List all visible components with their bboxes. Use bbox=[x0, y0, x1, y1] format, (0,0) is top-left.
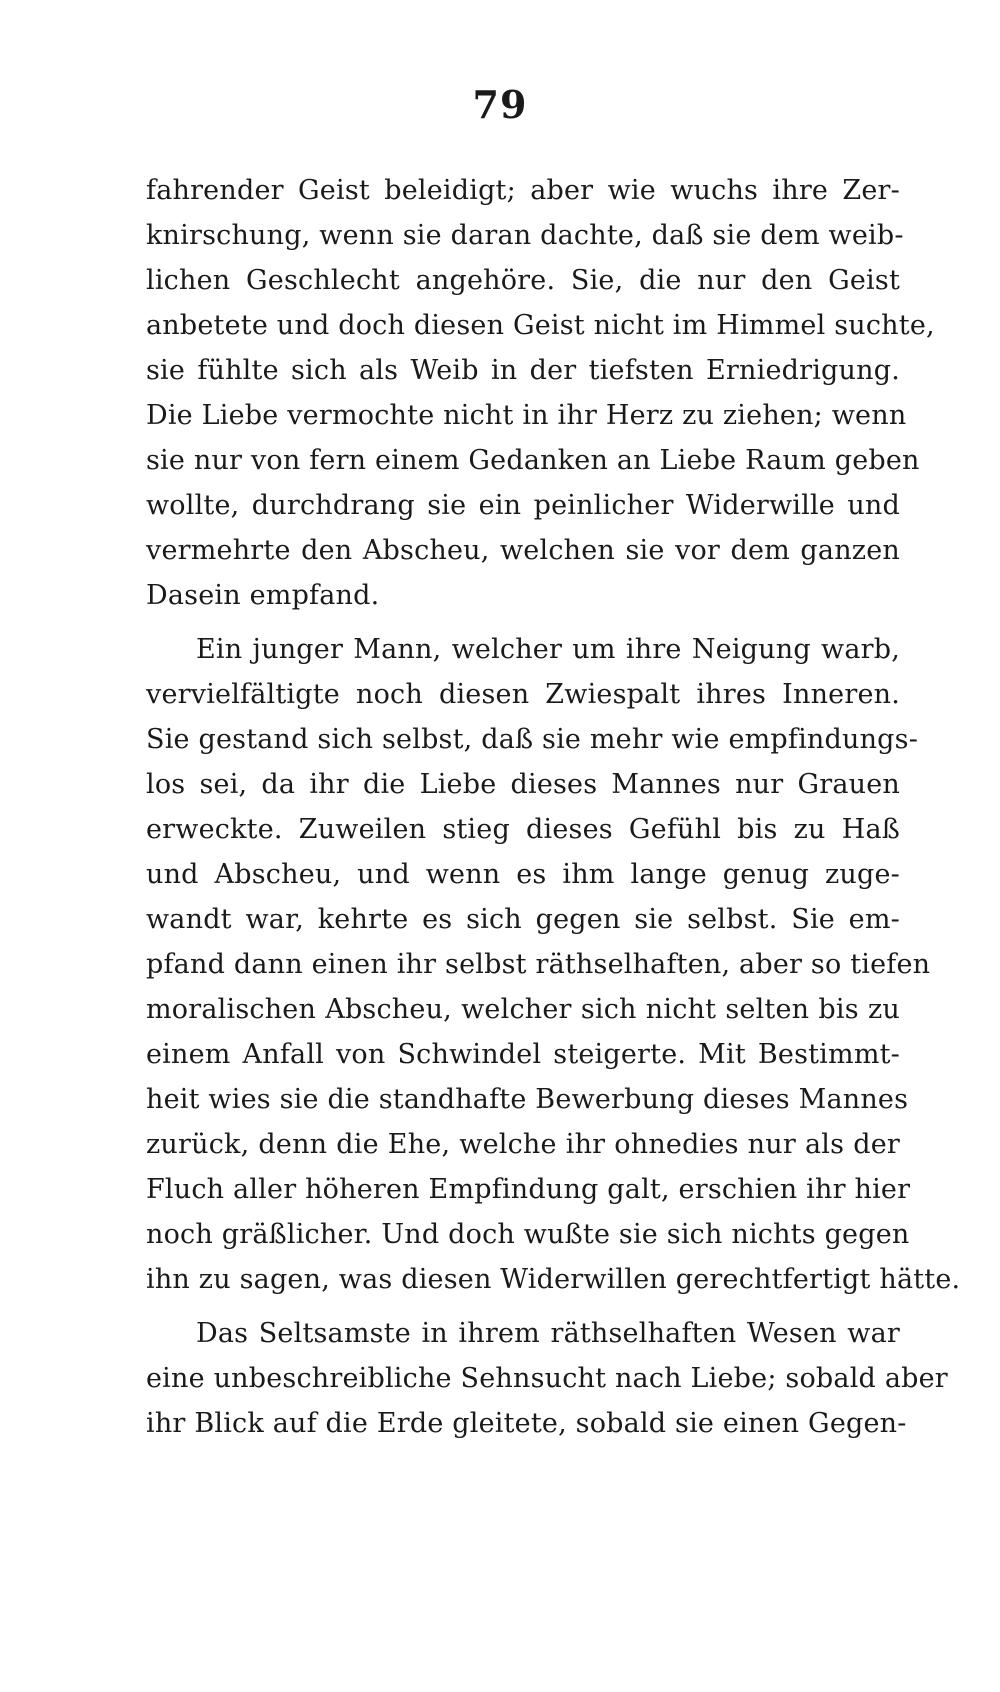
text-line: fahrender Geist beleidigt; aber wie wuchs ihre Zer- bbox=[146, 175, 900, 206]
text-line: Ein junger Mann, welcher um ihre Neigung warb, bbox=[196, 634, 900, 665]
text-line: lichen Geschlecht angehöre. Sie, die nur den Geist bbox=[146, 265, 900, 296]
text-line: los sei, da ihr die Liebe dieses Mannes nur Grauen bbox=[146, 769, 900, 800]
paragraph-gap bbox=[146, 618, 900, 627]
text-line: Sie gestand sich selbst, daß sie mehr wie empfindungs- bbox=[146, 724, 919, 755]
text-line: Fluch aller höheren Empfindung galt, erschien ihr hier bbox=[146, 1174, 911, 1205]
text-line: vervielfältigte noch diesen Zwiespalt ihres Inneren. bbox=[146, 679, 900, 710]
page-number: 79 bbox=[472, 82, 528, 127]
paragraph bbox=[146, 168, 935, 618]
body-text bbox=[146, 168, 961, 1446]
text-line: einem Anfall von Schwindel steigerte. Mit Bestimmt- bbox=[146, 1039, 900, 1070]
text-line: heit wies sie die standhafte Bewerbung dieses Mannes bbox=[146, 1084, 909, 1115]
text-line: moralischen Abscheu, welcher sich nicht selten bis zu bbox=[146, 994, 900, 1025]
text-line: anbetete und doch diesen Geist nicht im Himmel suchte, bbox=[146, 310, 935, 341]
text-line: wollte, durchdrang sie ein peinlicher Widerwille und bbox=[146, 490, 900, 521]
paragraph-gap bbox=[146, 1302, 900, 1311]
text-line: wandt war, kehrte es sich gegen sie selbst. Sie em- bbox=[146, 904, 900, 935]
paragraph bbox=[146, 627, 961, 1302]
text-line: ihn zu sagen, was diesen Widerwillen gerechtfertigt hätte. bbox=[146, 1264, 961, 1295]
text-line: knirschung, wenn sie daran dachte, daß sie dem weib- bbox=[146, 220, 904, 251]
text-line: eine unbeschreibliche Sehnsucht nach Liebe; sobald aber bbox=[146, 1363, 948, 1394]
text-line: Dasein empfand. bbox=[146, 580, 380, 611]
text-line: pfand dann einen ihr selbst räthselhaften, aber so tiefen bbox=[146, 949, 931, 980]
text-line: erweckte. Zuweilen stieg dieses Gefühl bis zu Haß bbox=[146, 814, 900, 845]
text-line: ihr Blick auf die Erde gleitete, sobald sie einen Gegen- bbox=[146, 1408, 907, 1439]
text-line: noch gräßlicher. Und doch wußte sie sich nichts gegen bbox=[146, 1219, 910, 1250]
text-line: Das Seltsamste in ihrem räthselhaften Wesen war bbox=[196, 1318, 900, 1349]
text-line: sie fühlte sich als Weib in der tiefsten Erniedrigung. bbox=[146, 355, 900, 386]
text-line: Die Liebe vermochte nicht in ihr Herz zu ziehen; wenn bbox=[146, 400, 907, 431]
text-line: zurück, denn die Ehe, welche ihr ohnedies nur als der bbox=[146, 1129, 900, 1160]
text-line: und Abscheu, und wenn es ihm lange genug zuge- bbox=[146, 859, 900, 890]
paragraph bbox=[146, 1311, 948, 1446]
text-line: vermehrte den Abscheu, welchen sie vor dem ganzen bbox=[146, 535, 900, 566]
text-line: sie nur von fern einem Gedanken an Liebe Raum geben bbox=[146, 445, 920, 476]
